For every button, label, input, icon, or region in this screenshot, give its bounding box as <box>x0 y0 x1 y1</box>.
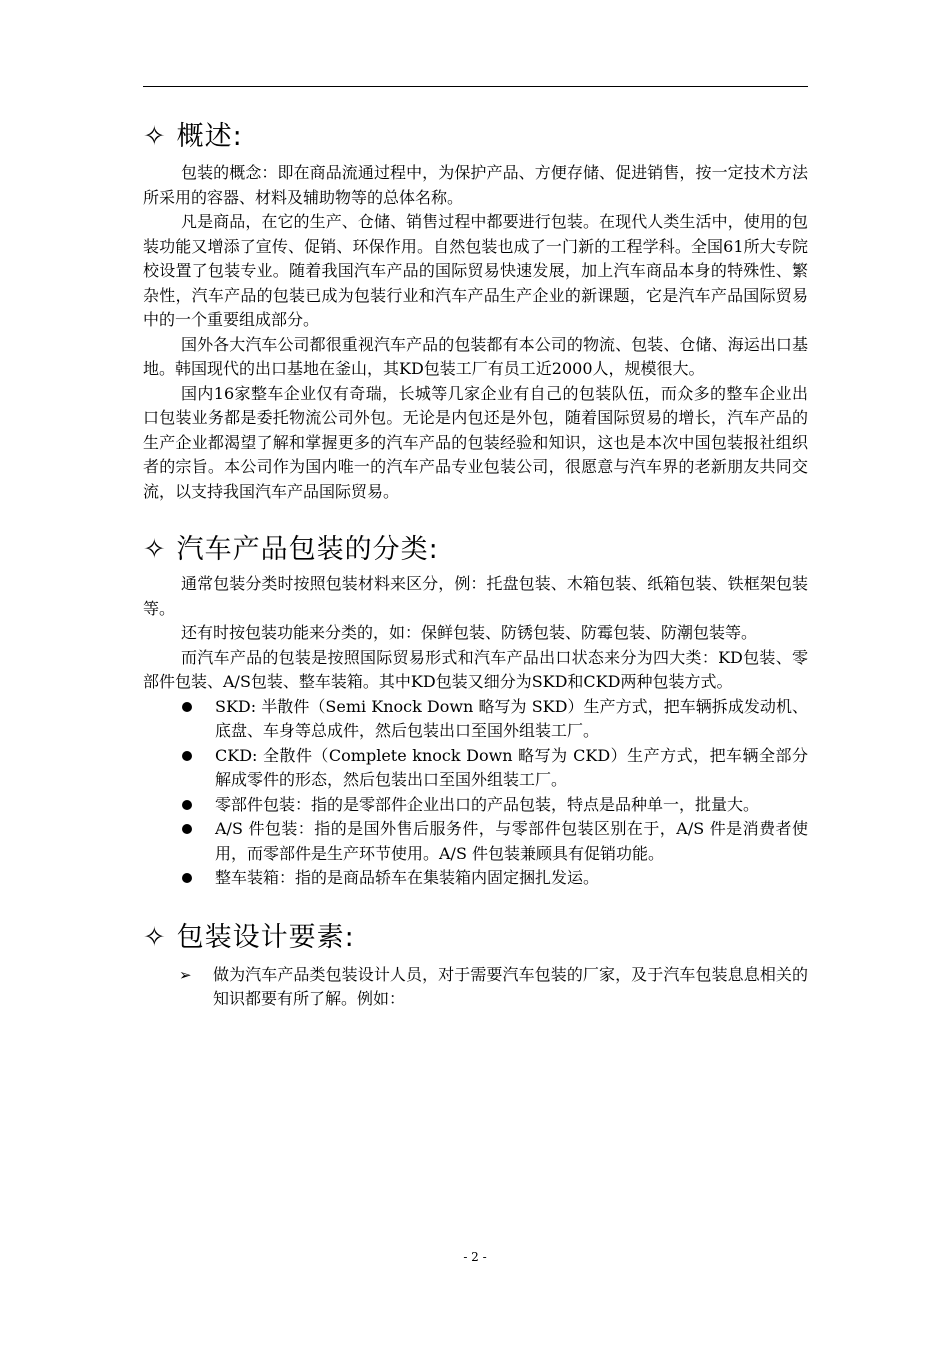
paragraph: 包装的概念：即在商品流通过程中，为保护产品、方便存储、促进销售，按一定技术方法所采用的容器、材料及辅助物等的总体名称。 <box>143 163 808 207</box>
bullet-list <box>143 695 808 891</box>
bullet-dot-icon <box>182 824 192 834</box>
paragraph: 国内16家整车企业仅有奇瑞，长城等几家企业有自己的包装队伍，而众多的整车企业出口包装业务都是委托物流公司外包。无论是内包还是外包，随着国际贸易的增长，汽车产品的生产企业都渴望了解和掌握更多的汽车产品的包装经验和知识，这也是本次中国包装报社组织者的宗旨。本公司作为国内唯一的汽车产品专业包装公司，很愿意与汽车界的老新朋友共同交流，以支持我国汽车产品国际贸易。 <box>143 383 808 501</box>
paragraph: 而汽车产品的包装是按照国际贸易形式和汽车产品出口状态来分为四大类：KD包装、零部件包装、A/S包装、整车装箱。其中KD包装又细分为SKD和CKD两种包装方式。 <box>143 647 808 691</box>
paragraph: 还有时按包装功能来分类的，如：保鲜包装、防锈包装、防霉包装、防潮包装等。 <box>181 623 758 642</box>
bullet-dot-icon <box>182 702 192 712</box>
heading-text: 包装设计要素: <box>176 921 355 953</box>
paragraph: 通常包装分类时按照包装材料来区分，例：托盘包装、木箱包装、纸箱包装、铁框架包装等。 <box>143 574 808 618</box>
heading-text: 汽车产品包装的分类: <box>176 534 439 565</box>
arrow-marker-icon: ➢ <box>179 965 192 984</box>
section-classification <box>143 572 808 891</box>
document-body <box>143 120 808 1012</box>
diamond-marker-icon: ✧ <box>143 534 167 565</box>
arrow-list <box>143 963 808 1012</box>
paragraph: 国外各大汽车公司都很重视汽车产品的包装都有本公司的物流、包装、仓储、海运出口基地。韩国现代的出口基地在釜山，其KD包装工厂有员工近2000人，规模很大。 <box>143 334 808 378</box>
section-overview <box>143 161 808 504</box>
list-item: SKD: 半散件（Semi Knock Down 略写为 SKD）生产方式，把车辆拆成发动机、底盘、车身等总成件，然后包装出口至国外组装工厂。 <box>143 695 808 744</box>
list-item: A/S 件包装：指的是国外售后服务件，与零部件包装区别在于，A/S 件是消费者使用，而零部件是生产环节使用。A/S 件包装兼顾具有促销功能。 <box>143 817 808 866</box>
diamond-marker-icon: ✧ <box>143 921 167 953</box>
bullet-dot-icon <box>182 873 192 883</box>
bullet-dot-icon <box>182 800 192 810</box>
section-heading-classification <box>143 533 808 567</box>
list-item: ➢ 做为汽车产品类包装设计人员，对于需要汽车包装的厂家，及于汽车包装息息相关的知识都要有所了解。例如： <box>179 964 808 1008</box>
bullet-dot-icon <box>182 751 192 761</box>
paragraph: 凡是商品，在它的生产、仓储、销售过程中都要进行包装。在现代人类生活中，使用的包装功能又增添了宣传、促销、环保作用。自然包装也成了一门新的工程学科。全国61所大专院校设置了包装专业。随着我国汽车产品的国际贸易快速发展，加上汽车商品本身的特殊性、繁杂性，汽车产品的包装已成为包装行业和汽车产品生产企业的新课题，它是汽车产品国际贸易中的一个重要组成部分。 <box>143 212 808 329</box>
list-item: CKD: 全散件（Complete knock Down 略写为 CKD）生产方式，把车辆全部分解成零件的形态，然后包装出口至国外组装工厂。 <box>143 744 808 793</box>
section-heading-overview <box>143 120 808 154</box>
list-item: 整车装箱：指的是商品轿车在集装箱内固定捆扎发运。 <box>143 866 808 891</box>
section-heading-design-factors <box>143 921 808 955</box>
header-rule <box>143 86 808 87</box>
list-item: 零部件包装：指的是零部件企业出口的产品包装，特点是品种单一，批量大。 <box>143 793 808 818</box>
heading-text: 概述: <box>176 121 243 152</box>
page-number: - 2 - <box>463 1250 487 1264</box>
diamond-marker-icon: ✧ <box>143 121 167 152</box>
